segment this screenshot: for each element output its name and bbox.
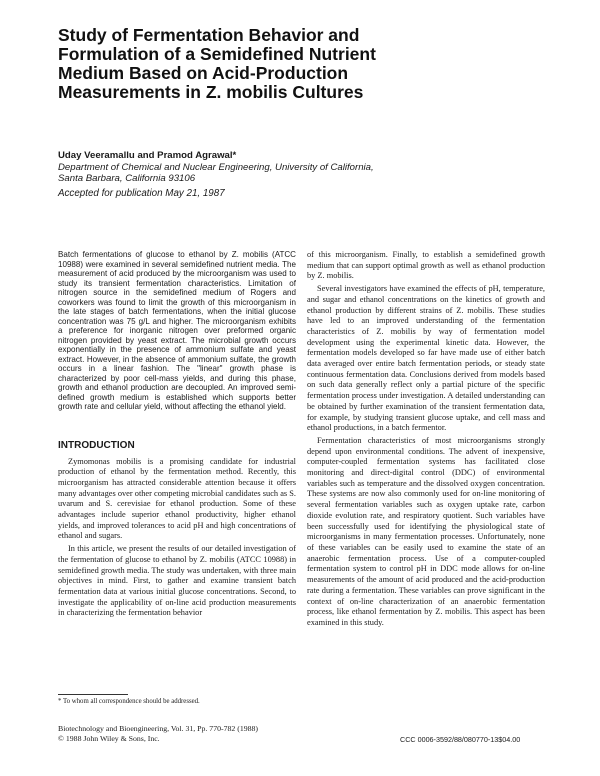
left-column <box>58 250 296 619</box>
abstract: Batch fermentations of glucose to ethanol by Z. mobilis (ATCC 10988) were examined in several semidefined nutrient media. The measurement of acid produced by the microorganism was used to study its transient fermentation characteristics. Limitation of nitrogen source in the semidefined medium of Rogers and coworkers was found to limit the growth of this microorganism in the late stages of batch fermentations, when the initial glucose concentration was 75 g/L and higher. The microorganism exhibits a preference for inorganic nitrogen over preformed organic nitrogen provided by yeast extract. The microbial growth occurs exponentially in the presence of ammonium sulfate and yeast extract. However, in the absence of ammonium sulfate, the growth occurs in a linear fashion. The "linear" growth phase is characterized by poor cell-mass yields, and during this phase, growth and ethanol production are decoupled. An improved semi-defined growth medium is established which supports better growth rate and cellular yield, without affecting the ethanol yield. <box>58 250 296 411</box>
right-paragraph-3: Fermentation characteristics of most microorganisms strongly depend upon environmental conditions. The advent of inexpensive, computer-coupled fermentation systems has facilitated close monitoring and direct-digital control (DDC) of environmental variables such as temperature and the dissolved oxygen concentration. These systems are now also commonly used for on-line monitoring of several fermentation variables such as oxygen uptake rate, carbon dioxide evolution rate, and respiratory quotient. Such variables have been successfully used for identifying the physiological state of microorganisms in many fermentation processes. Unfortunately, none of these variables can be easily used to examine the state of an anaerobic fermentation process. Use of a computer-coupled fermentation system to control pH in DDC mode allows for on-line measurements of the amount of acid produced and the acid-production rate during a fermentation. These variables can prove significant in the context of on-line characterization of an anaerobic fermentation process, like ethanol fermentation by Z. mobilis. This aspect has been examined in this study. <box>307 435 545 627</box>
title-line-4: Measurements in Z. mobilis Cultures <box>58 82 364 102</box>
author-block <box>58 150 548 185</box>
title-line-1: Study of Fermentation Behavior and <box>58 25 360 45</box>
title-line-3: Medium Based on Acid-Production <box>58 63 349 83</box>
journal-citation <box>58 724 258 743</box>
right-column <box>307 250 545 629</box>
introduction-heading: INTRODUCTION <box>58 439 135 451</box>
accepted-date: Accepted for publication May 21, 1987 <box>58 188 225 199</box>
article-title <box>58 26 528 102</box>
journal-line-1: Biotechnology and Bioengineering, Vol. 31, Pp. 770-782 (1988) <box>58 724 259 733</box>
affiliation-line-2: Santa Barbara, California 93106 <box>58 173 196 184</box>
author-names: Uday Veeramallu and Pramod Agrawal* <box>58 150 237 161</box>
intro-paragraph-1: Zymomonas mobilis is a promising candidate for industrial production of ethanol by the fermentation method. Recently, this microorganism has attracted considerable attention because it offers many advantages over other competing microbial candidates such as S. uvarum and S. cerevisiae for ethanol production. Some of these advantages include superior ethanol productivity, higher ethanol yields, and improved tolerances to acid pH and high concentrations of ethanol and sugars. <box>58 456 296 541</box>
title-line-2: Formulation of a Semidefined Nutrient <box>58 44 376 64</box>
footnote: * To whom all correspondence should be addressed. <box>58 698 200 705</box>
ccc-code: CCC 0006-3592/88/080770-13$04.00 <box>400 735 521 744</box>
journal-line-2: © 1988 John Wiley & Sons, Inc. <box>58 733 160 743</box>
affiliation-line-1: Department of Chemical and Nuclear Engineering, University of California, <box>58 161 374 173</box>
right-paragraph-1: of this microorganism. Finally, to establish a semidefined growth medium that can support optimal growth as well as ethanol production by Z. mobilis. <box>307 250 545 281</box>
intro-paragraph-2: In this article, we present the results of our detailed investigation of the fermentation of glucose to ethanol by Z. mobilis (ATCC 10988) in semidefined growth media. The study was undertaken, with three main objectives in mind. First, to gather and examine transient batch fermentation data at various initial glucose concentrations. Second, to investigate the applicability of on-line acid production measurements in characterizing the fermentation behavior <box>58 544 296 618</box>
footnote-rule <box>58 694 128 695</box>
right-paragraph-2: Several investigators have examined the effects of pH, temperature, and sugar and ethanol concentrations on the kinetics of growth and ethanol production by different strains of Z. mobilis. These studies have led to an improved understanding of the fermentation characteristics of Z. mobilis by way of fermentation model development using the experimental kinetic data. However, the fermentation models developed so far have made use of either batch data averaged over entire batch fermentation periods, or steady state continuous fermentation data. Conclusions derived from models based on such data generally reflect only a partial picture of the specific fermentation process under investigation. A detailed understanding can be obtained by further examination of the transient fermentation data, for example, by studying transient glucose uptake, and cell mass and ethanol productions, in a batch fermentor. <box>307 284 545 433</box>
